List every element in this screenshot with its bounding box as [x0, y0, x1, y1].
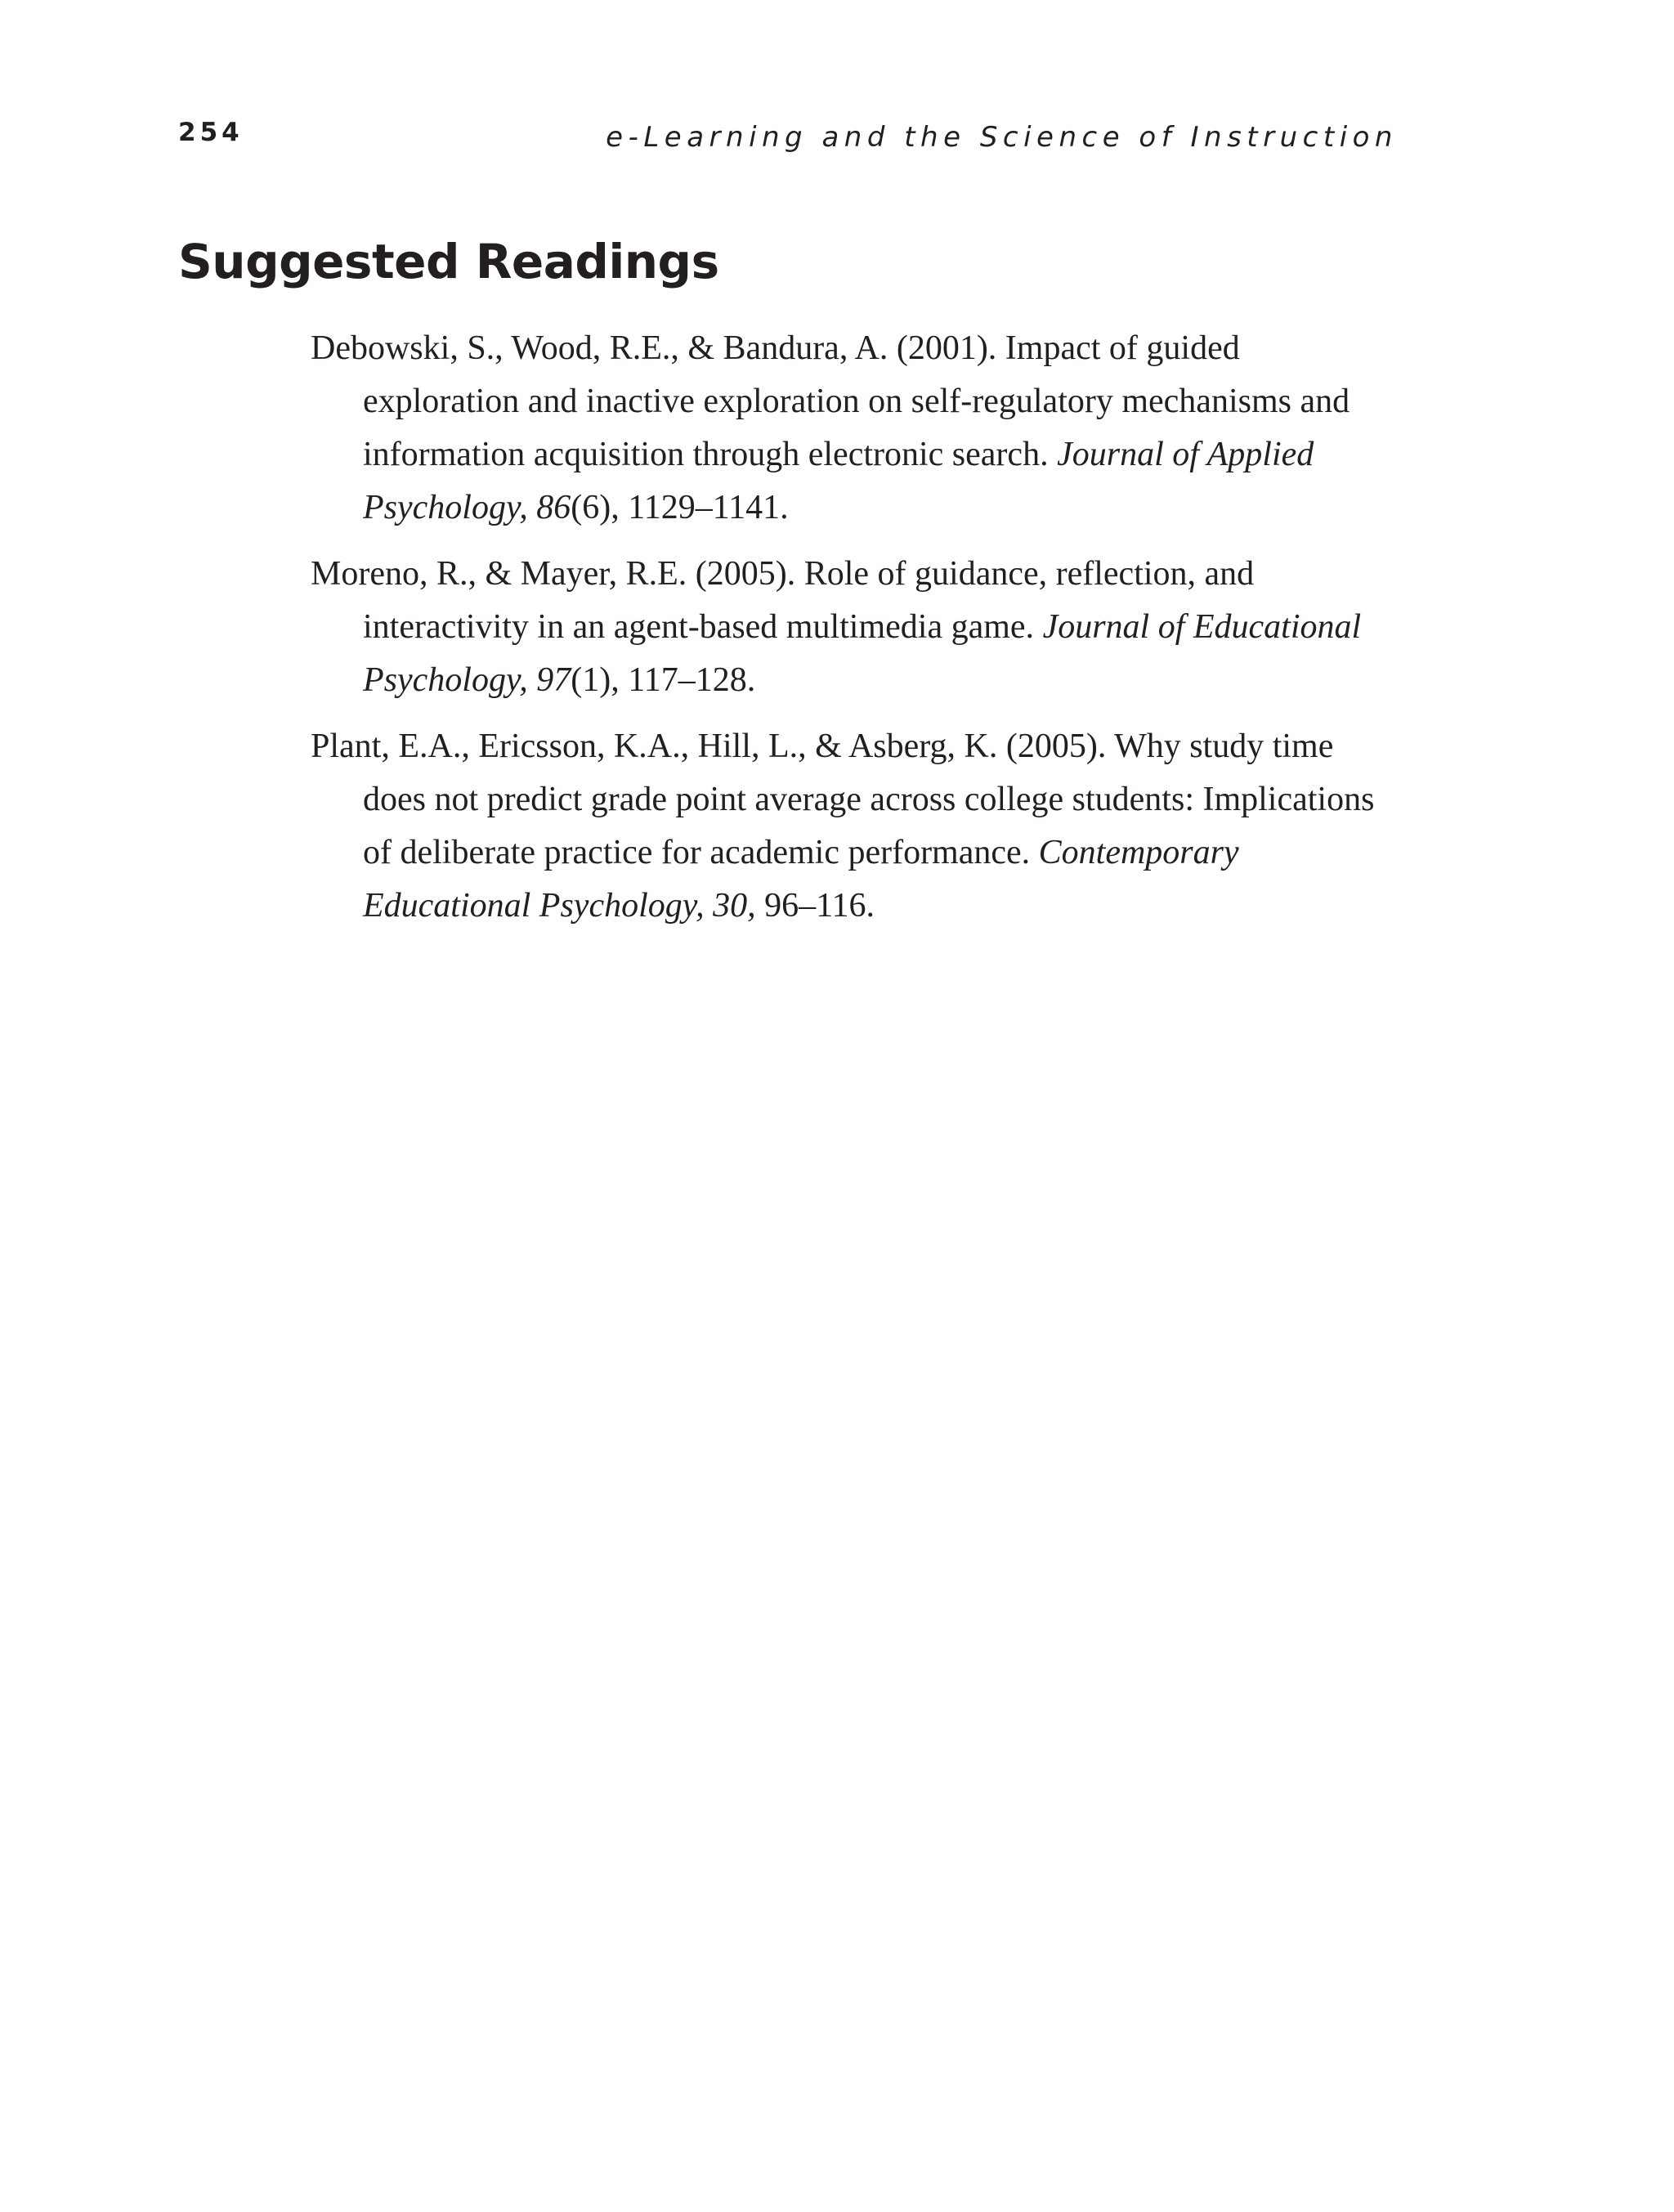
reading-pages: 96–116.: [755, 887, 875, 925]
reading-pages: (1), 117–128.: [571, 661, 756, 699]
reading-citation: Debowski, S., Wood, R.E., & Bandura, A. (2001). Impact of guided exploration and inactive exploration on self-regulatory mechanisms and information acquisition through electronic search.: [311, 329, 1350, 473]
reading-volume: 30,: [713, 887, 756, 925]
reading-entry: [311, 322, 1398, 535]
reading-pages: (6), 1129–1141.: [571, 489, 789, 526]
section-title: Suggested Readings: [178, 234, 719, 289]
readings-list: [311, 322, 1398, 946]
reading-journal: Journal of Educational Psychology,: [363, 608, 1362, 699]
reading-entry: [311, 720, 1398, 933]
reading-citation: Plant, E.A., Ericsson, K.A., Hill, L., & Asberg, K. (2005). Why study time does not predict grade point average across college students: Implications of deliberate practice for academic performance.: [311, 728, 1375, 871]
reading-volume: 86: [536, 489, 571, 526]
page-number: 254: [178, 118, 244, 147]
reading-journal: Journal of Applied Psychology,: [363, 436, 1314, 526]
reading-citation: Moreno, R., & Mayer, R.E. (2005). Role of guidance, reflection, and interactivity in an agent-based multimedia game.: [311, 555, 1255, 646]
running-head: e-Learning and the Science of Instruction: [606, 121, 1398, 154]
reading-entry: [311, 548, 1398, 707]
reading-journal: Contemporary Educational Psychology,: [363, 834, 1239, 925]
reading-volume: 97: [536, 661, 571, 699]
